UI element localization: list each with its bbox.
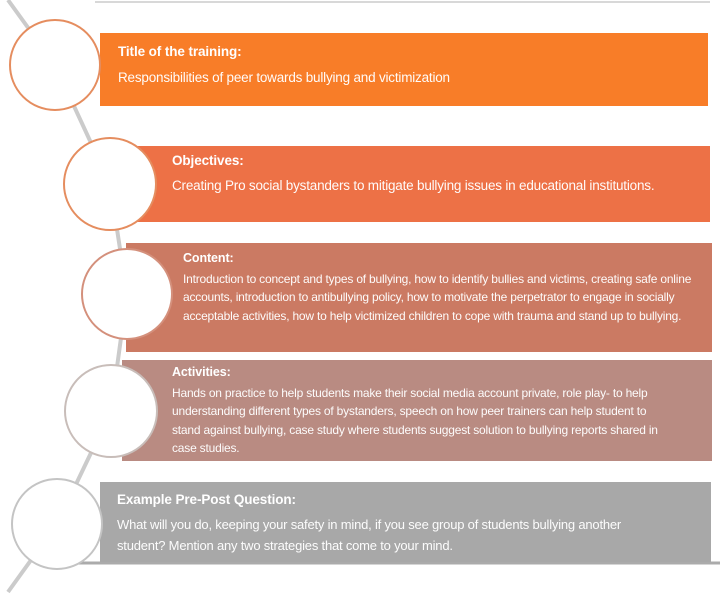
step-title: Objectives: [172, 153, 244, 168]
timeline-node-circle-2 [63, 137, 157, 231]
box-objectives [130, 146, 710, 222]
timeline-node-circle-5 [11, 478, 103, 570]
step-title: Title of the training: [118, 44, 242, 59]
step-body: Introduction to concept and types of bullying, how to identify bullies and victims, creating safe online accounts, introduction to antibullying policy, how to motivate the perpetrator to engage in socially acceptable activities, how to help victimized children to cope with trauma and stand up to bullying. [183, 272, 692, 323]
box-content [126, 243, 712, 352]
step-title: Content: [183, 251, 234, 265]
step-body: Creating Pro social bystanders to mitigate bullying issues in educational institutions. [172, 178, 655, 193]
timeline-node-circle-3 [81, 248, 173, 340]
step-body: Hands on practice to help students make their social media account private, role play- to help understanding different types of bystanders, speech on how peer trainers can help student to stand against bullying, case study where students suggest solution to bullying reports shared in case studies. [172, 386, 658, 456]
step-body: Responsibilities of peer towards bullying and victimization [118, 70, 450, 85]
timeline-node-circle-4 [64, 364, 158, 458]
box-activities [122, 360, 712, 461]
step-body: What will you do, keeping your safety in mind, if you see group of students bullying another student? Mention any two strategies that come to your mind. [117, 517, 622, 553]
box-example-pre-post-question [100, 482, 711, 562]
step-title: Activities: [172, 365, 231, 379]
timeline-node-circle-1 [9, 19, 101, 111]
box-title-of-training [100, 33, 708, 106]
step-title: Example Pre-Post Question: [117, 492, 296, 507]
